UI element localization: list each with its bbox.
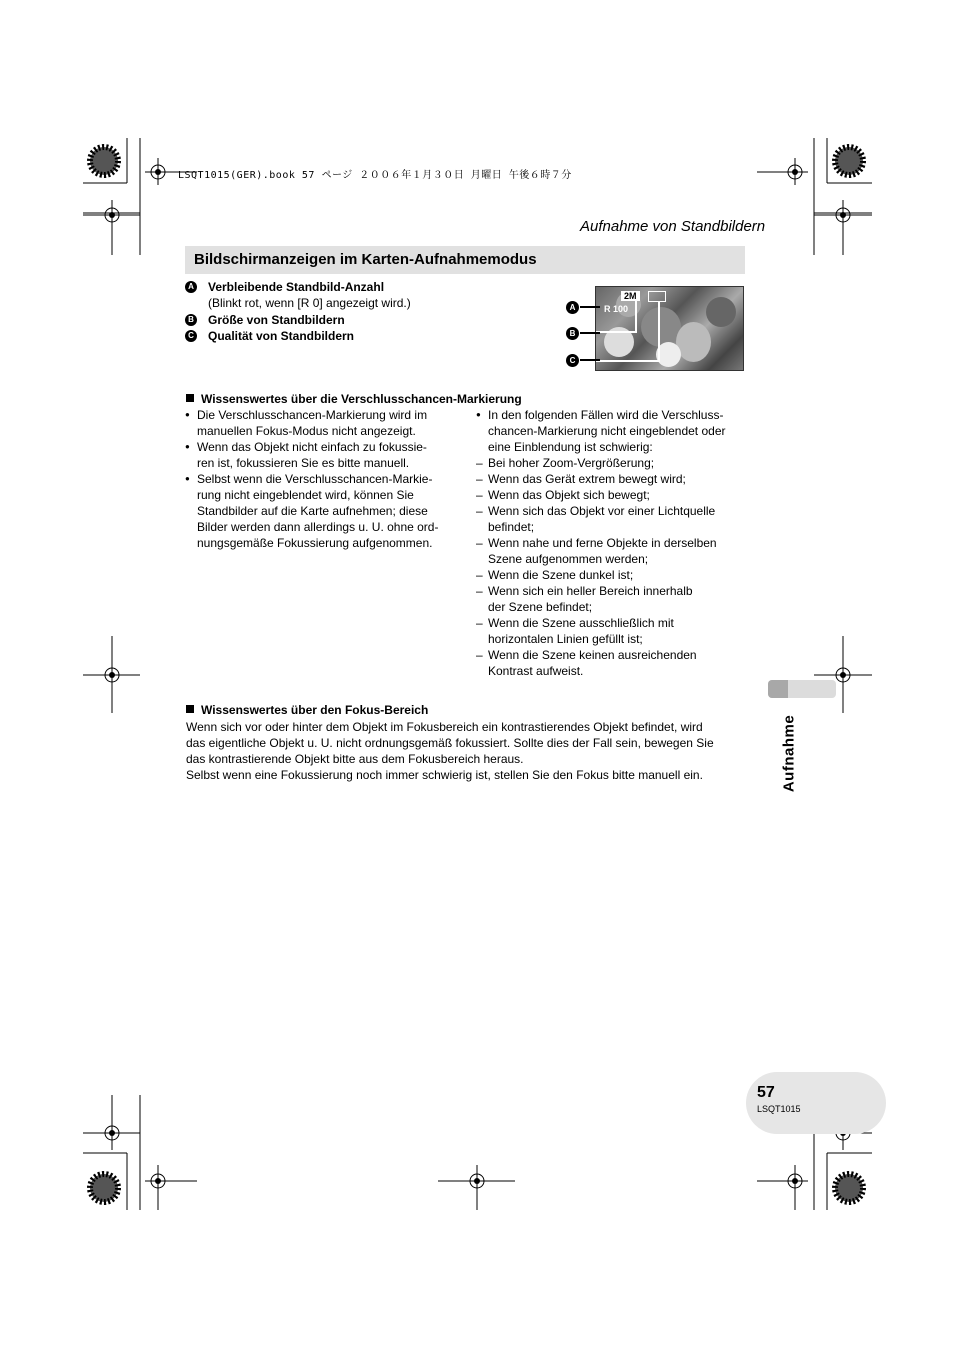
paragraph-line: das eigentliche Objekt u. U. nicht ordnungsgemäß fokussiert. Sollte dies der Fall sein, bewegen Sie [186,736,714,750]
bullet-item [185,471,470,551]
legend-item-a [185,279,565,311]
bullet-icon: ● [476,410,481,419]
dash-icon: – [476,616,483,630]
dash-icon: – [476,584,483,598]
dash-icon: – [476,536,483,550]
dash-icon: – [476,504,483,518]
bullet-line: Selbst wenn die Verschlusschancen-Markie- [197,472,433,486]
bullet-line: rung nicht eingeblendet wird, können Sie [197,488,414,502]
dash-line: Wenn das Gerät extrem bewegt wird; [488,472,686,486]
legend-note: (Blinkt rot, wenn [R 0] angezeigt wird.) [208,296,411,310]
legend-item-b [185,312,565,328]
dash-line: Bei hoher Zoom-Vergrößerung; [488,456,655,470]
bullet-line: Standbilder auf die Karte aufnehmen; diese [197,504,428,518]
dash-line: Wenn nahe und ferne Objekte in derselben [488,536,717,550]
paragraph-line: Wenn sich vor oder hinter dem Objekt im Fokusbereich ein kontrastierendes Objekt befindet, wird [186,720,703,734]
print-header: LSQT1015(GER).book 57 ページ ２００６年１月３０日 月曜日 午後６時７分 [178,170,572,181]
dash-item [476,455,751,471]
square-bullet-icon [186,394,194,402]
dash-item [476,503,751,535]
letter-c-icon: C [185,330,197,342]
dash-line: Wenn sich das Objekt vor einer Lichtquelle [488,504,716,518]
dash-line: Wenn die Szene keinen ausreichenden [488,648,697,662]
bullet-line: manuellen Fokus-Modus nicht angezeigt. [197,424,416,438]
bullet-item [185,439,470,471]
dash-item [476,471,751,487]
dash-line: Wenn sich ein heller Bereich innerhalb [488,584,693,598]
section1-heading [186,392,522,406]
dash-item [476,535,751,567]
section2-heading [186,703,428,717]
bullet-item [185,407,470,439]
legend-label: Qualität von Standbildern [208,329,355,343]
section1-left-column [185,407,470,551]
square-bullet-icon [186,705,194,713]
dash-item [476,615,751,647]
dash-item [476,583,751,615]
dash-line: der Szene befindet; [488,600,593,614]
dash-item [476,487,751,503]
bullet-line: eine Einblendung ist schwierig: [488,440,653,454]
remaining-count: R 100 [604,304,629,314]
dash-icon: – [476,488,483,502]
bullet-icon: ● [185,474,190,483]
page-code: LSQT1015 [757,1104,801,1114]
bullet-item [476,407,751,455]
bullet-line: Die Verschlusschancen-Markierung wird im [197,408,428,422]
section1-heading-text: Wissenswertes über die Verschlusschancen-Markierung [201,392,522,406]
page-number: 57 [757,1084,775,1101]
legend-list [185,279,565,344]
paragraph-line: das kontrastierende Objekt bitte aus dem Fokusbereich heraus. [186,752,524,766]
dash-line: befindet; [488,520,535,534]
chapter-tab-marker [768,680,788,698]
bullet-icon: ● [185,442,190,451]
dash-line: Szene aufgenommen werden; [488,552,649,566]
letter-a-icon: A [185,281,197,293]
callout-a-icon: A [566,301,579,314]
section1-right-column [476,407,751,679]
section2-heading-text: Wissenswertes über den Fokus-Bereich [201,703,429,717]
dash-line: horizontalen Linien gefüllt ist; [488,632,643,646]
legend-item-c [185,328,565,344]
chapter-label: Aufnahme [780,714,798,793]
legend-label: Verbleibende Standbild-Anzahl [208,280,385,294]
camera-screen-image [595,286,744,371]
bullet-icon: ● [185,410,190,419]
dash-item [476,567,751,583]
bullet-line: nungsgemäße Fokussierung aufgenommen. [197,536,433,550]
dash-line: Wenn die Szene ausschließlich mit [488,616,674,630]
callout-lines [596,287,743,370]
legend-label: Größe von Standbildern [208,313,345,327]
paragraph-line: Selbst wenn eine Fokussierung noch immer schwierig ist, stellen Sie den Fokus bitte manuell ein. [186,768,703,782]
title-bar [185,246,745,274]
bullet-line: In den folgenden Fällen wird die Verschluss- [488,408,724,422]
size-indicator: 2M [621,291,640,301]
letter-b-icon: B [185,314,197,326]
dash-line: Kontrast aufweist. [488,664,584,678]
dash-icon: – [476,472,483,486]
dash-icon: – [476,568,483,582]
callout-b-icon: B [566,327,579,340]
section-header: Aufnahme von Standbildern [580,218,766,235]
dash-icon: – [476,456,483,470]
bullet-line: chancen-Markierung nicht eingeblendet oder [488,424,726,438]
callout-c-icon: C [566,354,579,367]
dash-line: Wenn die Szene dunkel ist; [488,568,634,582]
dash-item [476,647,751,679]
page-badge [746,1072,886,1134]
dash-line: Wenn das Objekt sich bewegt; [488,488,650,502]
bullet-line: ren ist, fokussieren Sie es bitte manuell. [197,456,410,470]
dash-icon: – [476,648,483,662]
page-title: Bildschirmanzeigen im Karten-Aufnahmemodus [194,251,537,268]
section2-paragraph [186,719,756,783]
bullet-line: Bilder werden dann allerdings u. U. ohne ord- [197,520,439,534]
bullet-line: Wenn das Objekt nicht einfach zu fokussie- [197,440,427,454]
